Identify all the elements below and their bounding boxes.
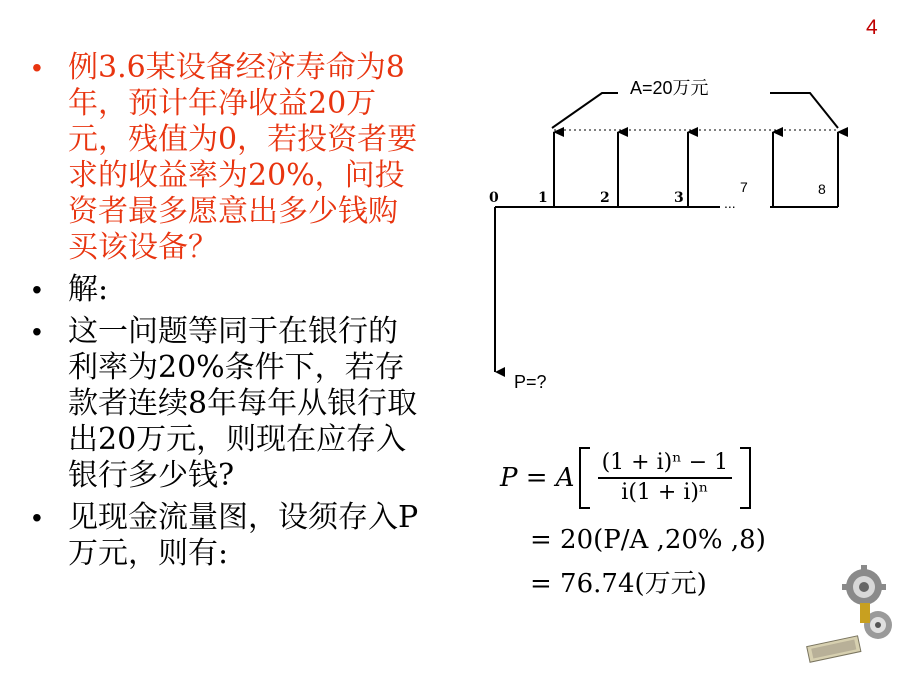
formula-line-3: = 76.74(万元) bbox=[530, 569, 707, 599]
bullet-question bbox=[30, 50, 450, 266]
gears-and-money-icon bbox=[804, 565, 894, 665]
tick-label-3: 3 bbox=[674, 190, 684, 206]
formula-line-1 bbox=[500, 438, 766, 518]
tick-label-0: 0 bbox=[489, 190, 499, 206]
annuity-label: A=20万元 bbox=[630, 78, 709, 98]
solution-heading: 解: bbox=[68, 272, 109, 307]
bullet-dot: • bbox=[32, 52, 42, 83]
tick-label-1: 1 bbox=[538, 190, 548, 206]
formula-line-2: = 20(P/A ,20% ,8) bbox=[530, 525, 766, 555]
present-value-label: P=? bbox=[514, 372, 547, 392]
question-text: 例3.6某设备经济寿命为8年，预计年净收益20万元，残值为0，若投资者要求的收益率为20%，问投资者最多愿意出多少钱购买该设备？ bbox=[68, 50, 418, 265]
bullet-dot: • bbox=[32, 316, 42, 347]
bullet-dot: • bbox=[32, 502, 42, 533]
formula-denominator: i(1 + i)ⁿ bbox=[621, 480, 709, 505]
analogy-text: 这一问题等同于在银行的利率为20%条件下，若存款者连续8年每年从银行取出20万元，则现在应存入银行多少钱? bbox=[68, 314, 418, 493]
bullet-list bbox=[30, 50, 450, 578]
pv-formula bbox=[500, 438, 766, 606]
formula-lhs: P = A bbox=[500, 463, 575, 493]
right-bracket bbox=[740, 447, 751, 509]
setup-text: 见现金流量图，设须存入P万元，则有: bbox=[68, 500, 419, 571]
bullet-setup bbox=[30, 500, 450, 572]
ellipsis-label: ... bbox=[724, 195, 736, 211]
formula-fraction bbox=[598, 449, 733, 507]
cash-flow-diagram bbox=[470, 60, 870, 400]
bullet-dot: • bbox=[32, 274, 42, 305]
bullet-analogy bbox=[30, 314, 450, 494]
bullet-solution-heading bbox=[30, 272, 450, 308]
formula-numerator: (1 + i)ⁿ − 1 bbox=[601, 450, 729, 475]
left-bracket bbox=[579, 447, 590, 509]
page-number: 4 bbox=[866, 16, 878, 39]
tick-label-7: 7 bbox=[740, 179, 748, 195]
annuity-bracket-left bbox=[552, 93, 618, 128]
tick-label-8: 8 bbox=[818, 181, 826, 197]
tick-label-2: 2 bbox=[600, 190, 610, 206]
annuity-bracket-right bbox=[770, 93, 838, 128]
